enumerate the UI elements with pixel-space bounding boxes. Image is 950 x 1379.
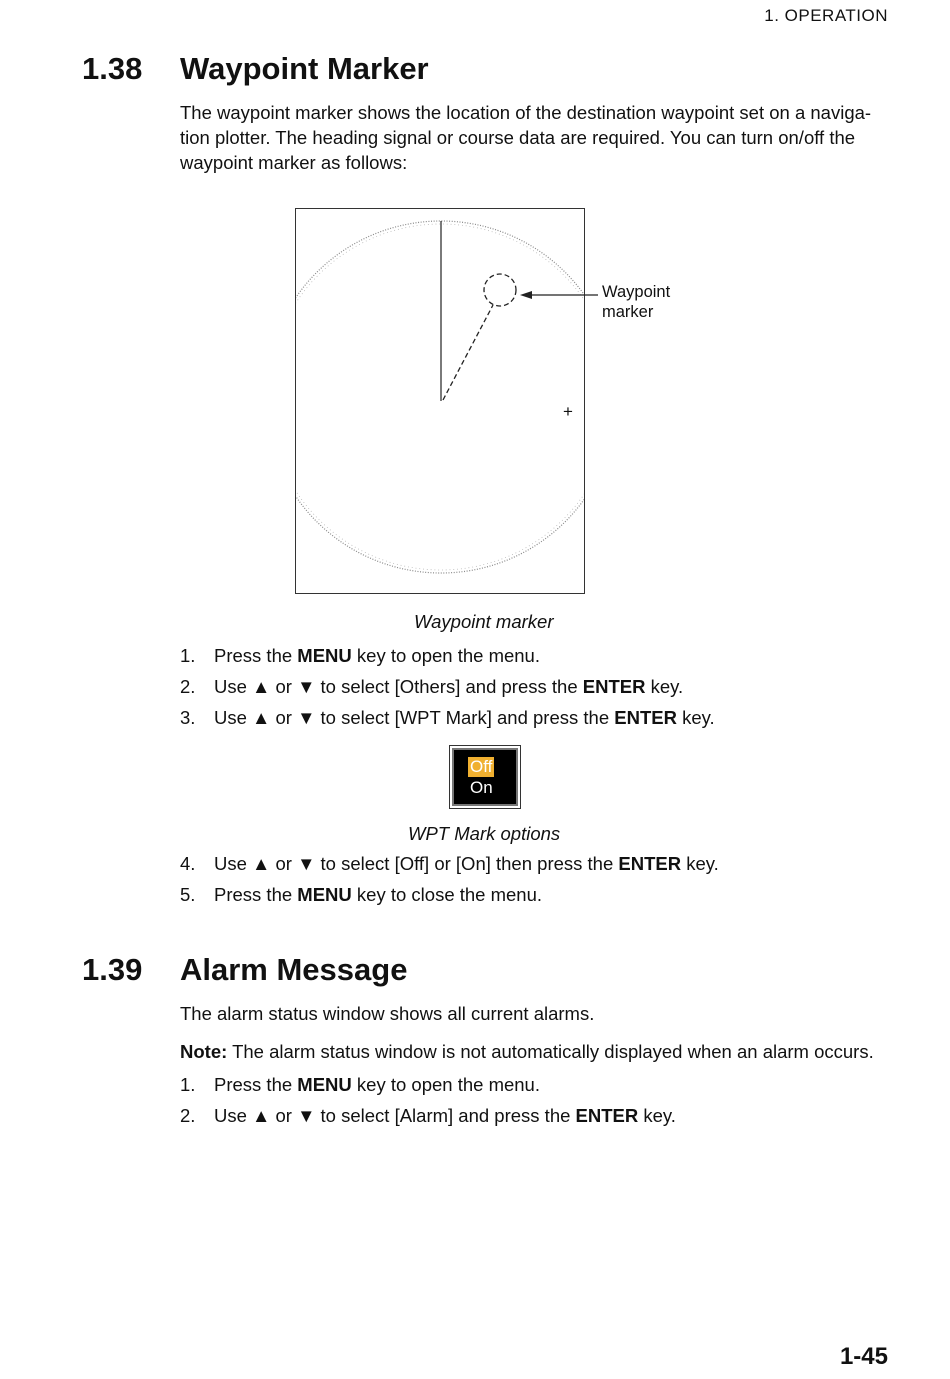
step-number: 1. [180, 645, 196, 666]
intro-line: waypoint marker as follows: [180, 152, 408, 173]
step-number: 5. [180, 884, 196, 905]
step-number: 4. [180, 853, 196, 874]
step-key: ENTER [618, 853, 682, 874]
step-key: ENTER [614, 707, 677, 728]
step-number: 2. [180, 1105, 196, 1126]
menu-option-off[interactable]: Off [470, 757, 493, 776]
step-key: ENTER [575, 1105, 639, 1126]
intro-line: tion plotter. The heading signal or course data are required. You can turn on/off the [180, 127, 856, 148]
step-item [180, 1105, 676, 1127]
figure-caption-wpt-mark-options: WPT Mark options [408, 823, 561, 844]
step-text: Use ▲ or ▼ to select [Off] or [On] then press the [214, 853, 619, 874]
figure-caption-waypoint-marker: Waypoint marker [414, 611, 554, 632]
step-key: MENU [297, 884, 352, 905]
step-item [180, 1074, 540, 1096]
section-number-1-39: 1.39 [82, 952, 143, 987]
note-text: The alarm status window is not automatically displayed when an alarm occurs. [227, 1041, 874, 1062]
waypoint-marker-circle [484, 274, 516, 306]
note [180, 1039, 892, 1064]
wpt-mark-options-menu [452, 748, 518, 806]
waypoint-marker-label-line1: Waypoint [602, 283, 671, 301]
step-text: key. [676, 707, 715, 728]
step-text: Use ▲ or ▼ to select [Others] and press the [214, 676, 583, 697]
step-text: key. [681, 853, 719, 874]
step-item [180, 676, 683, 698]
step-text: key to close the menu. [351, 884, 543, 905]
section-intro: The alarm status window shows all current alarms. [180, 1003, 595, 1024]
step-item [180, 645, 540, 667]
step-text: Press the [214, 884, 298, 905]
step-text: key. [645, 676, 684, 697]
section-number-1-38: 1.38 [82, 51, 143, 86]
section-title-alarm-message: Alarm Message [180, 952, 408, 987]
callout-arrowhead [520, 291, 532, 299]
step-item [180, 707, 715, 729]
step-key: MENU [297, 645, 352, 666]
step-text: key to open the menu. [351, 645, 540, 666]
step-number: 1. [180, 1074, 196, 1095]
step-text: Use ▲ or ▼ to select [Alarm] and press the [214, 1105, 576, 1126]
waypoint-marker-label-line2: marker [602, 303, 654, 321]
step-text: Use ▲ or ▼ to select [WPT Mark] and press the [214, 707, 615, 728]
step-key: ENTER [582, 676, 646, 697]
step-text: Press the [214, 645, 298, 666]
page-number: 1-45 [839, 1343, 888, 1370]
step-item [180, 884, 542, 906]
section-title-waypoint-marker: Waypoint Marker [180, 51, 429, 86]
step-text: Press the [214, 1074, 298, 1095]
step-item [180, 853, 719, 875]
running-header: 1. OPERATION [764, 6, 888, 25]
note-label: Note: [180, 1041, 228, 1062]
step-key: MENU [297, 1074, 352, 1095]
step-text: key. [638, 1105, 676, 1126]
step-text: key to open the menu. [351, 1074, 540, 1095]
cursor-cross-symbol: + [563, 402, 573, 421]
step-number: 3. [180, 707, 196, 728]
intro-line: The waypoint marker shows the location of the destination waypoint set on a naviga- [180, 102, 872, 123]
step-number: 2. [180, 676, 196, 697]
course-line [443, 305, 493, 400]
menu-option-on[interactable]: On [470, 778, 493, 797]
